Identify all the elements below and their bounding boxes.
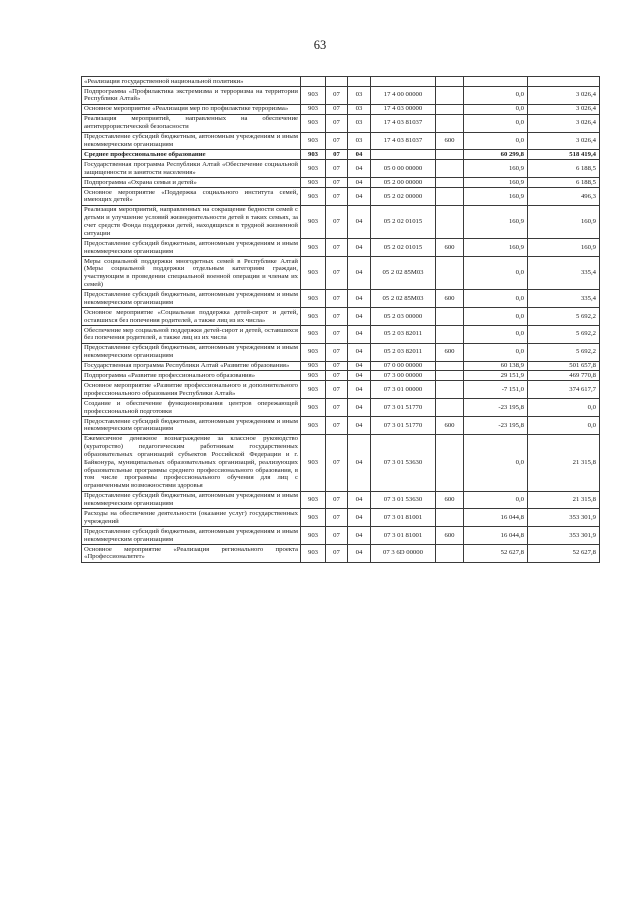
expense-type-cell: [436, 178, 464, 188]
expense-name-cell: Обеспечение мер социальной поддержки детей-сирот и детей, оставшихся без попечения родителей, а также лиц из их числа: [82, 325, 301, 343]
section-code-cell: 07: [326, 361, 348, 371]
section-code-cell: 07: [326, 114, 348, 132]
amount-change-cell: 160,9: [464, 178, 528, 188]
target-article-cell: [371, 150, 436, 160]
grbs-code-cell: 903: [301, 434, 326, 491]
expense-name-cell: Подпрограмма «Развитие профессионального образования»: [82, 371, 301, 381]
grbs-code-cell: 903: [301, 114, 326, 132]
subsection-code-cell: 04: [348, 434, 371, 491]
grbs-code-cell: 903: [301, 132, 326, 150]
section-code-cell: 07: [326, 544, 348, 562]
section-code-cell: 07: [326, 325, 348, 343]
target-article-cell: 05 0 00 00000: [371, 160, 436, 178]
amount-change-cell: -23 195,8: [464, 417, 528, 435]
section-code-cell: 07: [326, 381, 348, 399]
target-article-cell: 05 2 02 00000: [371, 188, 436, 206]
grbs-code-cell: 903: [301, 491, 326, 509]
grbs-code-cell: 903: [301, 371, 326, 381]
target-article-cell: 07 3 01 51770: [371, 399, 436, 417]
amount-change-cell: 160,9: [464, 160, 528, 178]
section-code-cell: 07: [326, 434, 348, 491]
section-code-cell: 07: [326, 290, 348, 308]
amount-total-cell: 353 301,9: [528, 527, 600, 545]
amount-total-cell: 0,0: [528, 417, 600, 435]
section-code-cell: 07: [326, 509, 348, 527]
expense-type-cell: [436, 509, 464, 527]
expense-type-cell: [436, 257, 464, 290]
target-article-cell: 05 2 02 85M03: [371, 257, 436, 290]
amount-change-cell: 0,0: [464, 308, 528, 326]
grbs-code-cell: 903: [301, 239, 326, 257]
subsection-code-cell: 04: [348, 290, 371, 308]
target-article-cell: 07 0 00 00000: [371, 361, 436, 371]
amount-total-cell: 469 770,8: [528, 371, 600, 381]
table-row: [82, 509, 600, 527]
grbs-code-cell: 903: [301, 308, 326, 326]
expense-name-cell: Расходы на обеспечение деятельности (оказание услуг) государственных учреждений: [82, 509, 301, 527]
expense-name-cell: Среднее профессиональное образование: [82, 150, 301, 160]
section-code-cell: 07: [326, 132, 348, 150]
subsection-code-cell: 04: [348, 371, 371, 381]
amount-change-cell: 0,0: [464, 257, 528, 290]
grbs-code-cell: 903: [301, 509, 326, 527]
amount-change-cell: 0,0: [464, 325, 528, 343]
section-code-cell: 07: [326, 527, 348, 545]
table-row: [82, 205, 600, 238]
amount-total-cell: [528, 77, 600, 87]
target-article-cell: 17 4 03 81037: [371, 132, 436, 150]
table-row: [82, 239, 600, 257]
target-article-cell: 05 2 00 00000: [371, 178, 436, 188]
amount-change-cell: 160,9: [464, 239, 528, 257]
grbs-code-cell: 903: [301, 325, 326, 343]
table-row: [82, 527, 600, 545]
expense-type-cell: [436, 308, 464, 326]
table-row: [82, 132, 600, 150]
target-article-cell: 07 3 01 53630: [371, 434, 436, 491]
expense-name-cell: Предоставление субсидий бюджетным, автономным учреждениям и иным некоммерческим организациям: [82, 239, 301, 257]
section-code-cell: 07: [326, 205, 348, 238]
table-row: [82, 257, 600, 290]
amount-total-cell: 21 315,8: [528, 434, 600, 491]
amount-total-cell: 6 188,5: [528, 178, 600, 188]
table-row: [82, 434, 600, 491]
subsection-code-cell: [348, 77, 371, 87]
amount-total-cell: 374 617,7: [528, 381, 600, 399]
amount-change-cell: 0,0: [464, 86, 528, 104]
target-article-cell: 07 3 6D 00000: [371, 544, 436, 562]
expense-name-cell: Основное мероприятие «Социальная поддержка детей-сирот и детей, оставшихся без попечения родителей, а также лиц из их числа»: [82, 308, 301, 326]
amount-change-cell: 0,0: [464, 491, 528, 509]
expense-type-cell: 600: [436, 239, 464, 257]
expense-type-cell: [436, 371, 464, 381]
target-article-cell: 07 3 01 81001: [371, 527, 436, 545]
table-row: [82, 399, 600, 417]
subsection-code-cell: 03: [348, 132, 371, 150]
expense-type-cell: [436, 434, 464, 491]
grbs-code-cell: 903: [301, 104, 326, 114]
table-row: [82, 325, 600, 343]
amount-total-cell: 6 188,5: [528, 160, 600, 178]
amount-change-cell: 0,0: [464, 104, 528, 114]
expense-name-cell: Основное мероприятие «Реализация мер по профилактике терроризма»: [82, 104, 301, 114]
target-article-cell: 07 3 01 81001: [371, 509, 436, 527]
subsection-code-cell: 04: [348, 188, 371, 206]
table-row: [82, 371, 600, 381]
target-article-cell: 17 4 03 81037: [371, 114, 436, 132]
grbs-code-cell: 903: [301, 544, 326, 562]
table-row: [82, 381, 600, 399]
subsection-code-cell: 04: [348, 417, 371, 435]
section-code-cell: 07: [326, 86, 348, 104]
amount-total-cell: 160,9: [528, 239, 600, 257]
amount-total-cell: 3 026,4: [528, 104, 600, 114]
section-code-cell: 07: [326, 178, 348, 188]
expense-name-cell: Предоставление субсидий бюджетным, автономным учреждениям и иным некоммерческим организациям: [82, 527, 301, 545]
amount-total-cell: 518 419,4: [528, 150, 600, 160]
amount-change-cell: 0,0: [464, 343, 528, 361]
amount-change-cell: 0,0: [464, 114, 528, 132]
expense-type-cell: 600: [436, 491, 464, 509]
grbs-code-cell: 903: [301, 361, 326, 371]
subsection-code-cell: 04: [348, 343, 371, 361]
target-article-cell: 07 3 01 53630: [371, 491, 436, 509]
grbs-code-cell: 903: [301, 160, 326, 178]
subsection-code-cell: 03: [348, 104, 371, 114]
target-article-cell: 05 2 02 01015: [371, 239, 436, 257]
expense-name-cell: Меры социальной поддержки многодетных семей в Республике Алтай (Меры социальной поддержки отдельным категориям граждан, участвующим в проведении специальной военной операции и членам их семей): [82, 257, 301, 290]
amount-change-cell: [464, 77, 528, 87]
expense-type-cell: 600: [436, 417, 464, 435]
amount-change-cell: 60 299,8: [464, 150, 528, 160]
expense-type-cell: 600: [436, 132, 464, 150]
amount-change-cell: 160,9: [464, 188, 528, 206]
section-code-cell: 07: [326, 308, 348, 326]
amount-total-cell: 3 026,4: [528, 114, 600, 132]
table-row: [82, 290, 600, 308]
section-code-cell: 07: [326, 491, 348, 509]
amount-total-cell: 3 026,4: [528, 132, 600, 150]
grbs-code-cell: 903: [301, 343, 326, 361]
table-row: [82, 150, 600, 160]
amount-total-cell: 496,3: [528, 188, 600, 206]
expense-type-cell: [436, 77, 464, 87]
amount-total-cell: 335,4: [528, 257, 600, 290]
amount-total-cell: 5 692,2: [528, 343, 600, 361]
section-code-cell: 07: [326, 104, 348, 114]
budget-table: [81, 76, 600, 563]
grbs-code-cell: 903: [301, 399, 326, 417]
expense-name-cell: Государственная программа Республики Алтай «Обеспечение социальной защищенности и занятости населения»: [82, 160, 301, 178]
amount-total-cell: 353 301,9: [528, 509, 600, 527]
amount-total-cell: 335,4: [528, 290, 600, 308]
expense-type-cell: [436, 381, 464, 399]
subsection-code-cell: 04: [348, 257, 371, 290]
amount-total-cell: 5 692,2: [528, 325, 600, 343]
expense-type-cell: 600: [436, 527, 464, 545]
subsection-code-cell: 04: [348, 381, 371, 399]
amount-total-cell: 0,0: [528, 399, 600, 417]
amount-total-cell: 3 026,4: [528, 86, 600, 104]
amount-change-cell: 160,9: [464, 205, 528, 238]
target-article-cell: 07 3 00 00000: [371, 371, 436, 381]
expense-type-cell: [436, 325, 464, 343]
grbs-code-cell: 903: [301, 205, 326, 238]
target-article-cell: 05 2 03 82011: [371, 325, 436, 343]
amount-change-cell: 16 044,8: [464, 509, 528, 527]
grbs-code-cell: 903: [301, 257, 326, 290]
expense-name-cell: Государственная программа Республики Алтай «Развитие образования»: [82, 361, 301, 371]
subsection-code-cell: 04: [348, 509, 371, 527]
expense-name-cell: Реализация мероприятий, направленных на сокращение бедности семей с детьми и улучшение условий жизнедеятельности детей в таких семьях, за счет средств Фонда поддержки детей, находящихся в трудной жизненной ситуации: [82, 205, 301, 238]
table-row: [82, 104, 600, 114]
amount-change-cell: 0,0: [464, 290, 528, 308]
target-article-cell: 05 2 02 85M03: [371, 290, 436, 308]
subsection-code-cell: 04: [348, 325, 371, 343]
section-code-cell: 07: [326, 150, 348, 160]
expense-name-cell: Основное мероприятие «Реализация регионального проекта «Профессионалитет»: [82, 544, 301, 562]
subsection-code-cell: 04: [348, 239, 371, 257]
expense-type-cell: [436, 86, 464, 104]
grbs-code-cell: 903: [301, 178, 326, 188]
subsection-code-cell: 04: [348, 491, 371, 509]
amount-total-cell: 21 315,8: [528, 491, 600, 509]
subsection-code-cell: 04: [348, 150, 371, 160]
amount-change-cell: 0,0: [464, 132, 528, 150]
subsection-code-cell: 04: [348, 399, 371, 417]
expense-type-cell: [436, 361, 464, 371]
amount-change-cell: 29 151,9: [464, 371, 528, 381]
amount-change-cell: 60 138,9: [464, 361, 528, 371]
grbs-code-cell: 903: [301, 86, 326, 104]
grbs-code-cell: 903: [301, 290, 326, 308]
subsection-code-cell: 04: [348, 308, 371, 326]
subsection-code-cell: 04: [348, 361, 371, 371]
section-code-cell: 07: [326, 343, 348, 361]
expense-type-cell: [436, 104, 464, 114]
expense-name-cell: Предоставление субсидий бюджетным, автономным учреждениям и иным некоммерческим организациям: [82, 343, 301, 361]
grbs-code-cell: 903: [301, 527, 326, 545]
target-article-cell: 17 4 00 00000: [371, 86, 436, 104]
amount-total-cell: 160,9: [528, 205, 600, 238]
table-row: [82, 544, 600, 562]
amount-change-cell: 0,0: [464, 434, 528, 491]
grbs-code-cell: [301, 77, 326, 87]
section-code-cell: 07: [326, 188, 348, 206]
section-code-cell: 07: [326, 371, 348, 381]
expense-name-cell: Подпрограмма «Охрана семьи и детей»: [82, 178, 301, 188]
amount-total-cell: 5 692,2: [528, 308, 600, 326]
table-row: [82, 86, 600, 104]
expense-name-cell: Создание и обеспечение функционирования центров опережающей профессиональной подготовки: [82, 399, 301, 417]
expense-type-cell: [436, 399, 464, 417]
section-code-cell: 07: [326, 417, 348, 435]
section-code-cell: 07: [326, 257, 348, 290]
expense-name-cell: Предоставление субсидий бюджетным, автономным учреждениям и иным некоммерческим организациям: [82, 132, 301, 150]
table-row: [82, 361, 600, 371]
subsection-code-cell: 03: [348, 114, 371, 132]
grbs-code-cell: 903: [301, 417, 326, 435]
grbs-code-cell: 903: [301, 150, 326, 160]
expense-name-cell: Предоставление субсидий бюджетным, автономным учреждениям и иным некоммерческим организациям: [82, 491, 301, 509]
expense-type-cell: [436, 160, 464, 178]
expense-name-cell: Предоставление субсидий бюджетным, автономным учреждениям и иным некоммерческим организациям: [82, 417, 301, 435]
section-code-cell: [326, 77, 348, 87]
target-article-cell: [371, 77, 436, 87]
table-row: [82, 178, 600, 188]
expense-type-cell: [436, 188, 464, 206]
grbs-code-cell: 903: [301, 381, 326, 399]
target-article-cell: 07 3 01 00000: [371, 381, 436, 399]
table-row: [82, 114, 600, 132]
section-code-cell: 07: [326, 239, 348, 257]
subsection-code-cell: 04: [348, 544, 371, 562]
table-row: [82, 308, 600, 326]
expense-type-cell: [436, 150, 464, 160]
table-row: [82, 188, 600, 206]
expense-type-cell: [436, 114, 464, 132]
expense-type-cell: 600: [436, 343, 464, 361]
budget-table-body: [82, 77, 600, 563]
amount-change-cell: 52 627,8: [464, 544, 528, 562]
grbs-code-cell: 903: [301, 188, 326, 206]
table-row: [82, 343, 600, 361]
target-article-cell: 05 2 03 82011: [371, 343, 436, 361]
expense-type-cell: 600: [436, 290, 464, 308]
expense-name-cell: Подпрограмма «Профилактика экстремизма и терроризма на территории Республики Алтай»: [82, 86, 301, 104]
subsection-code-cell: 04: [348, 160, 371, 178]
table-row: [82, 160, 600, 178]
target-article-cell: 05 2 02 01015: [371, 205, 436, 238]
expense-name-cell: Основное мероприятие «Поддержка социального института семей, имеющих детей»: [82, 188, 301, 206]
subsection-code-cell: 04: [348, 178, 371, 188]
target-article-cell: 07 3 01 51770: [371, 417, 436, 435]
page-number: 63: [313, 38, 327, 52]
target-article-cell: 17 4 03 00000: [371, 104, 436, 114]
target-article-cell: 05 2 03 00000: [371, 308, 436, 326]
expense-name-cell: Ежемесячное денежное вознаграждение за классное руководство (кураторство) педагогическим работникам государственных образовательных организаций субъектов Российской Федерации и г. Байконура, муниципальных образовательных организаций, реализующих образовательные программы среднего профессионального образования, в том числе программы профессионального обучения для лиц с ограниченными возможностями здоровья: [82, 434, 301, 491]
amount-total-cell: 501 657,8: [528, 361, 600, 371]
subsection-code-cell: 04: [348, 527, 371, 545]
table-row: [82, 77, 600, 87]
amount-change-cell: -23 195,8: [464, 399, 528, 417]
expense-name-cell: «Реализация государственной национальной политики»: [82, 77, 301, 87]
subsection-code-cell: 04: [348, 205, 371, 238]
table-row: [82, 417, 600, 435]
subsection-code-cell: 03: [348, 86, 371, 104]
expense-type-cell: [436, 205, 464, 238]
amount-change-cell: 16 044,8: [464, 527, 528, 545]
section-code-cell: 07: [326, 399, 348, 417]
expense-name-cell: Предоставление субсидий бюджетным, автономным учреждениям и иным некоммерческим организациям: [82, 290, 301, 308]
expense-type-cell: [436, 544, 464, 562]
expense-name-cell: Основное мероприятие «Развитие профессионального и дополнительного профессионального образования Республики Алтай»: [82, 381, 301, 399]
expense-name-cell: Реализация мероприятий, направленных на обеспечение антитеррористической безопасности: [82, 114, 301, 132]
section-code-cell: 07: [326, 160, 348, 178]
amount-total-cell: 52 627,8: [528, 544, 600, 562]
amount-change-cell: -7 151,0: [464, 381, 528, 399]
table-row: [82, 491, 600, 509]
